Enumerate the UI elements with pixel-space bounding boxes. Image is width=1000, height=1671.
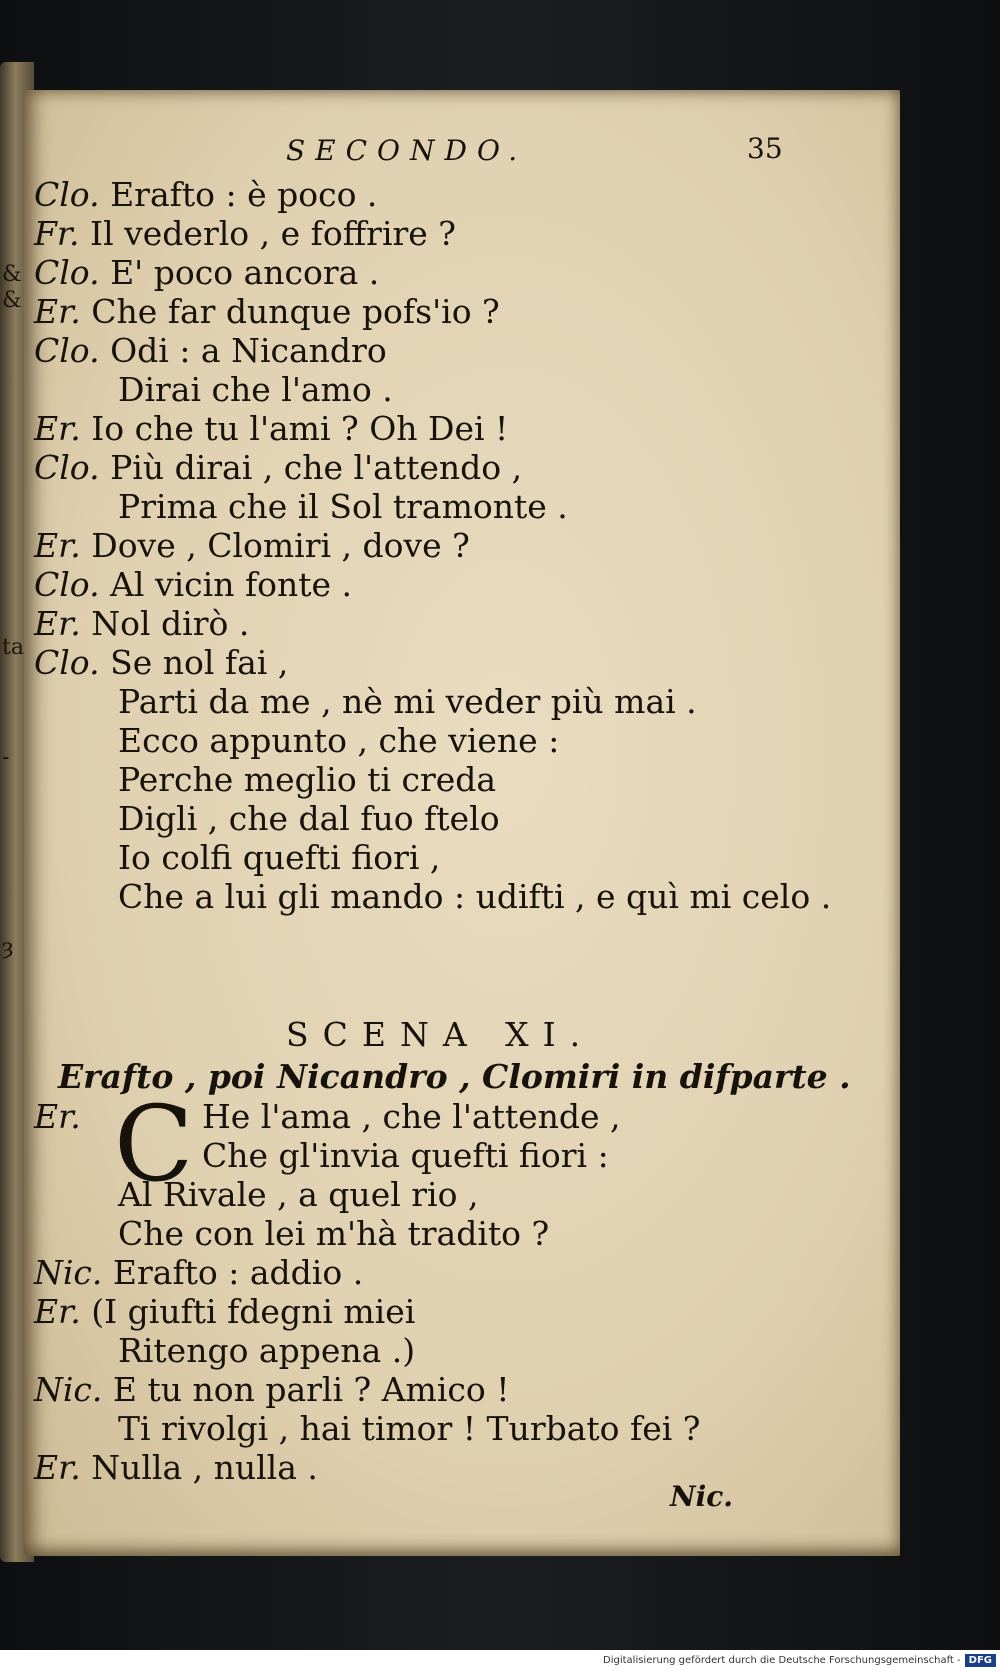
catchword: Nic. xyxy=(670,1480,734,1513)
margin-fragment: & xyxy=(2,262,22,287)
scene-heading: SCENA XI. xyxy=(286,1015,595,1054)
verse-text: Ritengo appena .) xyxy=(118,1331,416,1370)
verse-line xyxy=(202,1097,621,1136)
speaker-tag: Er. xyxy=(34,604,81,643)
verse-line xyxy=(34,292,500,331)
verse-line xyxy=(34,409,509,448)
verse-text: Il vederlo , e foffrire ? xyxy=(90,214,456,253)
verse-text: Digli , che dal fuo ftelo xyxy=(118,799,500,838)
margin-fragment: ta xyxy=(2,635,24,660)
verse-line xyxy=(34,526,470,565)
book-page xyxy=(24,90,900,1556)
verse-line xyxy=(34,1370,510,1409)
verse-line xyxy=(118,1331,416,1370)
verse-text: E tu non parli ? Amico ! xyxy=(112,1370,510,1409)
verse-line xyxy=(118,799,500,838)
verse-text: E' poco ancora . xyxy=(110,253,380,292)
speaker-tag: Clo. xyxy=(34,175,100,214)
verse-line xyxy=(34,331,387,370)
verse-text: Io colfi quefti fiori , xyxy=(118,838,441,877)
footer-credit: Digitalisierung gefördert durch die Deutsche Forschungsgemeinschaft - xyxy=(603,1655,961,1666)
verse-line xyxy=(118,370,393,409)
verse-text: Che gl'invia quefti fiori : xyxy=(202,1136,609,1175)
speaker-tag: Er. xyxy=(34,1292,81,1331)
verse-text: Dove , Clomiri , dove ? xyxy=(91,526,470,565)
verse-text: Che far dunque pofs'io ? xyxy=(91,292,500,331)
speaker-tag: Er. xyxy=(34,1448,81,1487)
verse-text: Se nol fai , xyxy=(110,643,289,682)
verse-line xyxy=(118,487,568,526)
verse-text: Parti da me , nè mi veder più mai . xyxy=(118,682,697,721)
verse-line xyxy=(118,760,497,799)
speaker-tag: Fr. xyxy=(34,214,80,253)
verse-line xyxy=(34,1253,364,1292)
speaker-tag: Er. xyxy=(34,409,81,448)
footer-bar xyxy=(0,1650,1000,1671)
verse-text: Erafto : addio . xyxy=(112,1253,364,1292)
drop-cap: C xyxy=(114,1083,194,1205)
speaker-tag: Er. xyxy=(34,1097,81,1136)
verse-text: Che con lei m'hà tradito ? xyxy=(118,1214,550,1253)
margin-fragment: - xyxy=(2,745,10,770)
verse-line xyxy=(34,1448,318,1487)
verse-line xyxy=(34,175,378,214)
speaker-tag: Clo. xyxy=(34,448,100,487)
speaker-tag: Nic. xyxy=(34,1370,103,1409)
verse-line xyxy=(34,448,523,487)
verse-text: Al vicin fonte . xyxy=(110,565,353,604)
verse-line xyxy=(34,1292,416,1331)
margin-fragment: & xyxy=(2,288,22,313)
dfg-logo: DFG xyxy=(965,1654,996,1667)
verse-line xyxy=(34,643,289,682)
speaker-tag: Nic. xyxy=(34,1253,103,1292)
verse-line xyxy=(34,565,353,604)
margin-fragment: ȝ xyxy=(2,935,14,960)
speaker-tag: Clo. xyxy=(34,643,100,682)
verse-text: Perche meglio ti creda xyxy=(118,760,497,799)
verse-line xyxy=(34,214,456,253)
verse-text: Prima che il Sol tramonte . xyxy=(118,487,568,526)
speaker-tag: Er. xyxy=(34,292,81,331)
verse-line xyxy=(118,838,441,877)
verse-line xyxy=(202,1136,609,1175)
speaker-tag-line xyxy=(34,1097,81,1136)
scene-subtitle: Erafto , poi Nicandro , Clomiri in difparte . xyxy=(58,1057,851,1096)
verse-text: Odi : a Nicandro xyxy=(110,331,387,370)
verse-text: Al Rivale , a quel rio , xyxy=(118,1175,479,1214)
verse-text: Nol dirò . xyxy=(91,604,250,643)
verse-text: Erafto : è poco . xyxy=(110,175,378,214)
verse-text: (I giufti fdegni miei xyxy=(91,1292,416,1331)
verse-text: He l'ama , che l'attende , xyxy=(202,1097,621,1136)
verse-line xyxy=(118,1175,479,1214)
page-number: 35 xyxy=(747,132,783,165)
verse-text: Dirai che l'amo . xyxy=(118,370,393,409)
verse-text: Che a lui gli mando : udifti , e quì mi celo . xyxy=(118,877,832,916)
speaker-tag: Clo. xyxy=(34,253,100,292)
verse-text: Nulla , nulla . xyxy=(91,1448,318,1487)
running-title: SECONDO. xyxy=(286,134,528,167)
verse-line xyxy=(118,721,560,760)
speaker-tag: Er. xyxy=(34,526,81,565)
verse-line xyxy=(118,1409,701,1448)
verse-text: Ti rivolgi , hai timor ! Turbato fei ? xyxy=(118,1409,701,1448)
verse-text: Io che tu l'ami ? Oh Dei ! xyxy=(91,409,509,448)
speaker-tag: Clo. xyxy=(34,331,100,370)
verse-line xyxy=(34,253,380,292)
verse-line xyxy=(118,877,832,916)
verse-line xyxy=(118,682,697,721)
verse-line xyxy=(118,1214,550,1253)
speaker-tag: Clo. xyxy=(34,565,100,604)
verse-line xyxy=(34,604,250,643)
verse-text: Ecco appunto , che viene : xyxy=(118,721,560,760)
verse-text: Più dirai , che l'attendo , xyxy=(110,448,523,487)
